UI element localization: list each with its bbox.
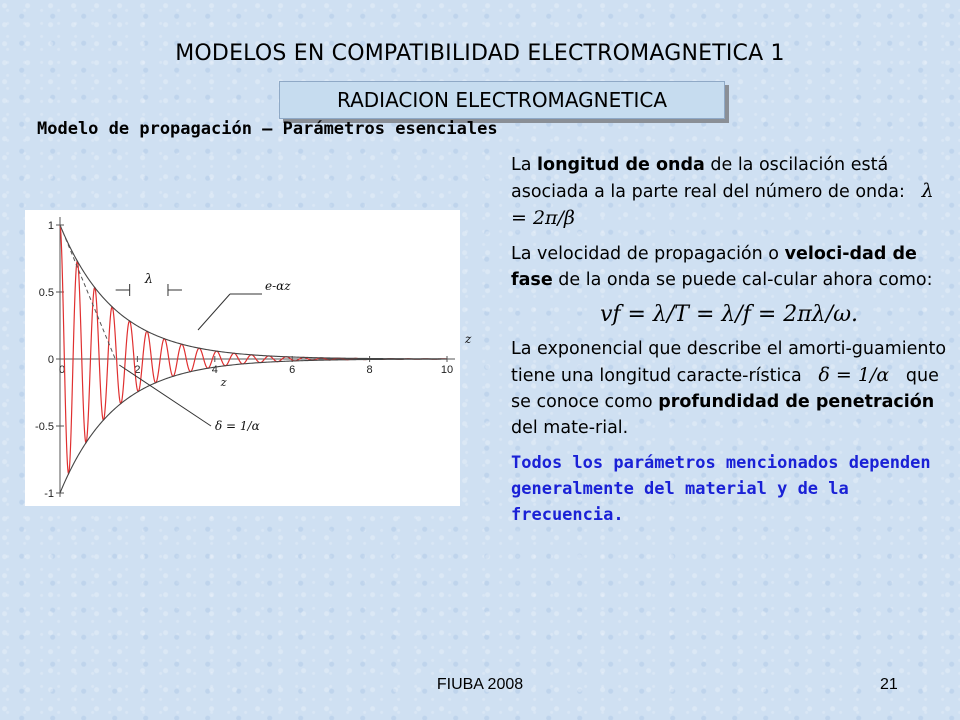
- x-tick-label: 4: [211, 364, 218, 376]
- x-tick-label: 8: [366, 364, 373, 376]
- x-tick-label: 6: [289, 364, 296, 376]
- phase-velocity-formula: vf = λ/T = λ/f = 2πλ/ω.: [599, 302, 859, 327]
- p3-bold-term: profundidad de penetración: [658, 392, 935, 412]
- subtitle-text: RADIACION ELECTROMAGNETICA: [337, 88, 667, 112]
- z-tick-label: z: [220, 376, 227, 389]
- x-tick-label: 2: [134, 364, 141, 376]
- damped-wave-figure: [25, 210, 472, 506]
- p3-text-b: que se conoce como: [511, 366, 939, 412]
- tangent-dashed-line: [60, 225, 115, 359]
- p2-text-c: de la onda se puede cal-cular ahora como:: [552, 270, 933, 290]
- envelope-label: e-αz: [265, 279, 291, 293]
- p2-text-a: La velocidad de propagación o: [511, 244, 785, 264]
- body-text: [511, 152, 947, 537]
- y-tick-label: -0.5: [35, 421, 54, 433]
- envelope-upper-line: [60, 225, 447, 359]
- skin-depth-formula: δ = 1/α: [818, 364, 890, 386]
- damped-wave-chart: [25, 210, 472, 506]
- paragraph-skin-depth: [511, 336, 947, 441]
- page-number: 21: [880, 676, 898, 693]
- y-tick-label: 1: [47, 220, 54, 232]
- slide-title: MODELOS EN COMPATIBILIDAD ELECTROMAGNETICA 1: [175, 41, 785, 66]
- paragraph-phase-velocity: [511, 241, 947, 293]
- x-tick-label: 0: [58, 364, 66, 376]
- x-tick-label: 10: [440, 364, 454, 376]
- footer-institution: FIUBA 2008: [436, 676, 524, 693]
- z-axis-label: z: [465, 332, 472, 346]
- y-tick-label: 0.5: [38, 287, 54, 299]
- oscillation-line: [60, 225, 447, 474]
- y-tick-label: -1: [44, 488, 54, 500]
- delta-leader: [119, 365, 211, 426]
- p1-text-a: La: [511, 155, 538, 175]
- p3-text-a: La exponencial que describe el amorti-guamiento tiene una longitud caracte-rística: [511, 339, 947, 386]
- section-heading: Modelo de propagación – Parámetros esenciales: [37, 119, 498, 139]
- p1-bold-term: longitud de onda: [537, 155, 705, 175]
- highlight-note: Todos los parámetros mencionados dependen generalmente del material y de la frecuencia.: [511, 453, 931, 525]
- p3-text-d: del mate-rial.: [511, 418, 629, 438]
- paragraph-wavelength: [511, 152, 947, 232]
- p2-bold-term: veloci-dad de fase: [511, 244, 917, 290]
- subtitle-box: [279, 81, 725, 119]
- wavelength-formula: λ = 2π/β: [511, 180, 934, 229]
- p1-text-c: de la oscilación está asociada a la parte real del número de onda:: [511, 155, 905, 202]
- delta-label: δ = 1/α: [215, 419, 260, 433]
- lambda-label: λ: [144, 272, 153, 287]
- y-tick-label: 0: [47, 354, 54, 366]
- envelope-leader: [198, 294, 230, 330]
